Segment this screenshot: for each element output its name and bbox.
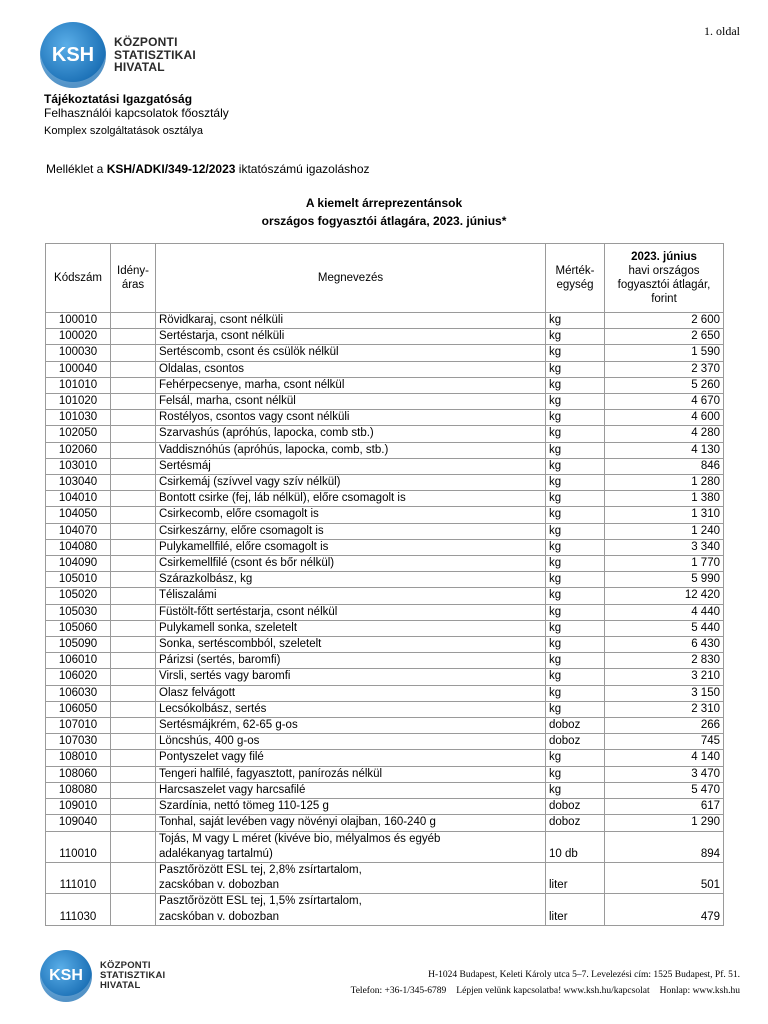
seasonal-cell xyxy=(111,604,156,620)
name-cell: Virsli, sertés vagy baromfi xyxy=(156,669,546,685)
seasonal-cell xyxy=(111,475,156,491)
table-row xyxy=(46,604,724,620)
unit-cell: doboz xyxy=(546,799,605,815)
unit-cell: kg xyxy=(546,669,605,685)
code-cell: 104080 xyxy=(46,539,111,555)
price-cell: 2 650 xyxy=(605,329,724,345)
name-cell: Pulykamell sonka, szeletelt xyxy=(156,620,546,636)
table-row xyxy=(46,782,724,798)
table-row xyxy=(46,799,724,815)
seasonal-cell xyxy=(111,458,156,474)
unit-cell: kg xyxy=(546,345,605,361)
code-cell: 103040 xyxy=(46,475,111,491)
code-cell: 106010 xyxy=(46,653,111,669)
seasonal-cell xyxy=(111,653,156,669)
seasonal-cell xyxy=(111,491,156,507)
code-cell: 107010 xyxy=(46,718,111,734)
unit-cell: kg xyxy=(546,782,605,798)
name-cell: Tonhal, saját levében vagy növényi olajban, 160-240 g xyxy=(156,815,546,831)
code-cell: 100020 xyxy=(46,329,111,345)
name-line: Pasztőrözött ESL tej, 2,8% zsírtartalom, xyxy=(159,863,362,876)
header-price xyxy=(605,244,724,313)
table-row xyxy=(46,377,724,393)
name-cell: Párizsi (sertés, baromfi) xyxy=(156,653,546,669)
name-cell: Sertésmájkrém, 62-65 g-os xyxy=(156,718,546,734)
seasonal-cell xyxy=(111,523,156,539)
unit-cell: kg xyxy=(546,507,605,523)
table-row xyxy=(46,426,724,442)
price-cell: 894 xyxy=(605,831,724,862)
table-row xyxy=(46,361,724,377)
price-cell: 846 xyxy=(605,458,724,474)
name-cell: Fehérpecsenye, marha, csont nélkül xyxy=(156,377,546,393)
header-price-period: 2023. június xyxy=(631,251,697,263)
annex-reference: KSH/ADKI/349-12/2023 xyxy=(106,162,236,176)
code-cell: 105060 xyxy=(46,620,111,636)
price-cell: 4 440 xyxy=(605,604,724,620)
document-title xyxy=(0,194,768,230)
price-cell: 1 310 xyxy=(605,507,724,523)
code-cell: 107030 xyxy=(46,734,111,750)
name-cell: Csirkeszárny, előre csomagolt is xyxy=(156,523,546,539)
name-line: Pasztőrözött ESL tej, 1,5% zsírtartalom, xyxy=(159,895,362,908)
division-name: Felhasználói kapcsolatok főosztály xyxy=(44,106,229,120)
name-cell: Harcsaszelet vagy harcsafilé xyxy=(156,782,546,798)
logo-line-1: KÖZPONTI xyxy=(114,35,178,50)
unit-cell: kg xyxy=(546,442,605,458)
price-cell: 2 600 xyxy=(605,313,724,329)
unit-cell: kg xyxy=(546,475,605,491)
unit-cell: kg xyxy=(546,653,605,669)
footer-contact-line xyxy=(341,986,740,996)
price-cell: 5 440 xyxy=(605,620,724,636)
unit-cell: kg xyxy=(546,410,605,426)
code-cell: 109040 xyxy=(46,815,111,831)
seasonal-cell xyxy=(111,588,156,604)
code-cell: 105010 xyxy=(46,572,111,588)
seasonal-cell xyxy=(111,685,156,701)
ksh-logo xyxy=(40,22,196,88)
table-row xyxy=(46,556,724,572)
price-cell: 3 210 xyxy=(605,669,724,685)
logo-line-3: HIVATAL xyxy=(114,60,165,75)
name-line: zacskóban v. dobozban xyxy=(159,910,279,923)
ksh-logo-circle: KSH xyxy=(40,22,106,88)
header-name: Megnevezés xyxy=(156,244,546,313)
table-row xyxy=(46,862,724,893)
unit-name: Komplex szolgáltatások osztálya xyxy=(44,125,203,137)
price-cell: 4 130 xyxy=(605,442,724,458)
department-name: Tájékoztatási Igazgatóság xyxy=(44,92,193,106)
price-cell: 5 260 xyxy=(605,377,724,393)
code-cell: 106020 xyxy=(46,669,111,685)
table-row xyxy=(46,734,724,750)
seasonal-cell xyxy=(111,669,156,685)
code-cell: 102050 xyxy=(46,426,111,442)
table-row xyxy=(46,685,724,701)
table-row xyxy=(46,539,724,555)
name-cell: Szarvashús (apróhús, lapocka, comb stb.) xyxy=(156,426,546,442)
footer-address: H-1024 Budapest, Keleti Károly utca 5–7. Levelezési cím: 1525 Budapest, Pf. 51. xyxy=(428,970,740,980)
table-row xyxy=(46,523,724,539)
table-row xyxy=(46,620,724,636)
price-cell: 501 xyxy=(605,862,724,893)
unit-cell: kg xyxy=(546,766,605,782)
price-cell: 3 150 xyxy=(605,685,724,701)
table-row xyxy=(46,345,724,361)
price-cell: 3 470 xyxy=(605,766,724,782)
seasonal-cell xyxy=(111,637,156,653)
price-cell: 1 290 xyxy=(605,815,724,831)
name-line: Tojás, M vagy L méret (kivéve bio, mélyalmos és egyéb xyxy=(159,832,441,845)
code-cell: 106050 xyxy=(46,701,111,717)
seasonal-cell xyxy=(111,572,156,588)
price-cell: 745 xyxy=(605,734,724,750)
seasonal-cell xyxy=(111,750,156,766)
ksh-footer-logo-circle: KSH xyxy=(40,950,92,1002)
unit-cell: liter xyxy=(546,862,605,893)
table-row xyxy=(46,588,724,604)
name-cell: Olasz felvágott xyxy=(156,685,546,701)
seasonal-cell xyxy=(111,782,156,798)
code-cell: 101020 xyxy=(46,394,111,410)
seasonal-cell xyxy=(111,426,156,442)
name-cell: Füstölt-főtt sertéstarja, csont nélkül xyxy=(156,604,546,620)
code-cell: 104070 xyxy=(46,523,111,539)
table-row xyxy=(46,491,724,507)
unit-cell: kg xyxy=(546,572,605,588)
unit-cell: kg xyxy=(546,750,605,766)
unit-cell: kg xyxy=(546,637,605,653)
code-cell: 109010 xyxy=(46,799,111,815)
price-cell: 1 280 xyxy=(605,475,724,491)
price-cell: 617 xyxy=(605,799,724,815)
seasonal-cell xyxy=(111,734,156,750)
footer-logo-line-3: HIVATAL xyxy=(100,979,141,991)
name-cell: Csirkemellfilé (csont és bőr nélkül) xyxy=(156,556,546,572)
code-cell: 104090 xyxy=(46,556,111,572)
price-table xyxy=(45,243,724,926)
price-cell: 4 670 xyxy=(605,394,724,410)
ksh-footer-logo-text xyxy=(100,961,165,991)
name-cell: Bontott csirke (fej, láb nélkül), előre csomagolt is xyxy=(156,491,546,507)
unit-cell: doboz xyxy=(546,734,605,750)
price-cell: 1 590 xyxy=(605,345,724,361)
name-line: zacskóban v. dobozban xyxy=(159,879,279,892)
name-cell: Sertéstarja, csont nélküli xyxy=(156,329,546,345)
name-cell xyxy=(156,862,546,893)
table-row xyxy=(46,718,724,734)
name-line: adalékanyag tartalmú) xyxy=(159,847,273,860)
seasonal-cell xyxy=(111,862,156,893)
name-cell: Felsál, marha, csont nélkül xyxy=(156,394,546,410)
code-cell: 105030 xyxy=(46,604,111,620)
code-cell: 101010 xyxy=(46,377,111,393)
name-cell: Sertésmáj xyxy=(156,458,546,474)
footer-homepage-link[interactable]: Honlap: www.ksh.hu xyxy=(659,986,740,996)
code-cell: 104050 xyxy=(46,507,111,523)
code-cell: 105020 xyxy=(46,588,111,604)
table-row xyxy=(46,815,724,831)
unit-cell: kg xyxy=(546,588,605,604)
unit-cell: kg xyxy=(546,426,605,442)
price-cell: 6 430 xyxy=(605,637,724,653)
table-row xyxy=(46,701,724,717)
price-cell: 4 140 xyxy=(605,750,724,766)
footer-logo-line-1: KÖZPONTI xyxy=(100,960,151,972)
unit-cell: kg xyxy=(546,361,605,377)
name-cell: Csirkecomb, előre csomagolt is xyxy=(156,507,546,523)
table-row xyxy=(46,313,724,329)
seasonal-cell xyxy=(111,815,156,831)
seasonal-cell xyxy=(111,799,156,815)
seasonal-cell xyxy=(111,831,156,862)
name-cell: Vaddisznóhús (apróhús, lapocka, comb, stb.) xyxy=(156,442,546,458)
unit-cell: kg xyxy=(546,620,605,636)
unit-cell: kg xyxy=(546,394,605,410)
name-cell: Sertéscomb, csont és csülök nélkül xyxy=(156,345,546,361)
code-cell: 108080 xyxy=(46,782,111,798)
page-number: 1. oldal xyxy=(704,24,740,38)
header-price-desc: havi országos fogyasztói átlagár, forint xyxy=(617,265,711,305)
unit-cell: kg xyxy=(546,539,605,555)
price-cell: 4 280 xyxy=(605,426,724,442)
seasonal-cell xyxy=(111,507,156,523)
header-unit: Mérték-egység xyxy=(546,244,605,313)
header-seasonal: Idény-áras xyxy=(111,244,156,313)
seasonal-cell xyxy=(111,718,156,734)
seasonal-cell xyxy=(111,539,156,555)
price-cell: 266 xyxy=(605,718,724,734)
code-cell: 102060 xyxy=(46,442,111,458)
seasonal-cell xyxy=(111,313,156,329)
annex-prefix: Melléklet a xyxy=(46,162,107,176)
code-cell: 106030 xyxy=(46,685,111,701)
seasonal-cell xyxy=(111,377,156,393)
code-cell: 108010 xyxy=(46,750,111,766)
code-cell: 104010 xyxy=(46,491,111,507)
unit-cell: liter xyxy=(546,894,605,925)
table-header-row xyxy=(46,244,724,313)
code-cell: 100030 xyxy=(46,345,111,361)
annex-suffix: iktatószámú igazoláshoz xyxy=(235,162,370,176)
table-row xyxy=(46,458,724,474)
footer-phone: Telefon: +36-1/345-6789 xyxy=(350,986,447,996)
table-row xyxy=(46,329,724,345)
name-cell: Csirkemáj (szívvel vagy szív nélkül) xyxy=(156,475,546,491)
ksh-logo-text xyxy=(114,36,196,74)
price-cell: 12 420 xyxy=(605,588,724,604)
seasonal-cell xyxy=(111,556,156,572)
price-cell: 2 830 xyxy=(605,653,724,669)
table-row xyxy=(46,653,724,669)
annex-line xyxy=(46,162,370,176)
seasonal-cell xyxy=(111,410,156,426)
price-cell: 3 340 xyxy=(605,539,724,555)
code-cell: 108060 xyxy=(46,766,111,782)
name-cell: Szárazkolbász, kg xyxy=(156,572,546,588)
name-cell: Pulykamellfilé, előre csomagolt is xyxy=(156,539,546,555)
name-cell: Rövidkaraj, csont nélküli xyxy=(156,313,546,329)
seasonal-cell xyxy=(111,620,156,636)
table-row xyxy=(46,410,724,426)
unit-cell: kg xyxy=(546,329,605,345)
table-row xyxy=(46,669,724,685)
unit-cell: 10 db xyxy=(546,831,605,862)
code-cell: 101030 xyxy=(46,410,111,426)
table-row xyxy=(46,831,724,862)
code-cell: 100010 xyxy=(46,313,111,329)
seasonal-cell xyxy=(111,766,156,782)
name-cell: Löncshús, 400 g-os xyxy=(156,734,546,750)
table-row xyxy=(46,766,724,782)
table-row xyxy=(46,572,724,588)
price-cell: 1 240 xyxy=(605,523,724,539)
unit-cell: kg xyxy=(546,701,605,717)
name-cell: Rostélyos, csontos vagy csont nélküli xyxy=(156,410,546,426)
name-cell: Téliszalámi xyxy=(156,588,546,604)
table-row xyxy=(46,507,724,523)
table-body xyxy=(46,313,724,926)
department-block xyxy=(44,92,229,137)
price-cell: 1 770 xyxy=(605,556,724,572)
table-row xyxy=(46,750,724,766)
name-cell: Oldalas, csontos xyxy=(156,361,546,377)
seasonal-cell xyxy=(111,345,156,361)
unit-cell: kg xyxy=(546,685,605,701)
table-row xyxy=(46,894,724,925)
table-row xyxy=(46,394,724,410)
table-row xyxy=(46,637,724,653)
code-cell: 110010 xyxy=(46,831,111,862)
name-cell: Tengeri halfilé, fagyasztott, panírozás nélkül xyxy=(156,766,546,782)
unit-cell: doboz xyxy=(546,815,605,831)
code-cell: 100040 xyxy=(46,361,111,377)
unit-cell: kg xyxy=(546,458,605,474)
name-cell: Szardínia, nettó tömeg 110-125 g xyxy=(156,799,546,815)
name-cell: Lecsókolbász, sertés xyxy=(156,701,546,717)
seasonal-cell xyxy=(111,394,156,410)
unit-cell: kg xyxy=(546,556,605,572)
price-cell: 5 990 xyxy=(605,572,724,588)
code-cell: 105090 xyxy=(46,637,111,653)
unit-cell: kg xyxy=(546,313,605,329)
unit-cell: kg xyxy=(546,604,605,620)
seasonal-cell xyxy=(111,361,156,377)
title-line-2: országos fogyasztói átlagára, 2023. június* xyxy=(261,214,507,228)
price-cell: 2 370 xyxy=(605,361,724,377)
ksh-footer-logo xyxy=(40,950,165,1002)
unit-cell: kg xyxy=(546,377,605,393)
unit-cell: kg xyxy=(546,491,605,507)
header-code: Kódszám xyxy=(46,244,111,313)
logo-line-2: STATISZTIKAI xyxy=(114,47,196,62)
price-cell: 2 310 xyxy=(605,701,724,717)
table-row xyxy=(46,442,724,458)
footer-logo-line-2: STATISZTIKAI xyxy=(100,970,166,982)
name-cell: Sonka, sertéscombból, szeletelt xyxy=(156,637,546,653)
seasonal-cell xyxy=(111,894,156,925)
unit-cell: kg xyxy=(546,523,605,539)
price-cell: 4 600 xyxy=(605,410,724,426)
code-cell: 111030 xyxy=(46,894,111,925)
price-cell: 5 470 xyxy=(605,782,724,798)
seasonal-cell xyxy=(111,329,156,345)
code-cell: 103010 xyxy=(46,458,111,474)
code-cell: 111010 xyxy=(46,862,111,893)
name-cell xyxy=(156,831,546,862)
table-row xyxy=(46,475,724,491)
footer-contact-link[interactable]: Lépjen velünk kapcsolatba! www.ksh.hu/kapcsolat xyxy=(456,986,650,996)
price-cell: 479 xyxy=(605,894,724,925)
name-cell xyxy=(156,894,546,925)
price-cell: 1 380 xyxy=(605,491,724,507)
seasonal-cell xyxy=(111,701,156,717)
title-line-1: A kiemelt árreprezentánsok xyxy=(305,196,463,210)
seasonal-cell xyxy=(111,442,156,458)
unit-cell: doboz xyxy=(546,718,605,734)
name-cell: Pontyszelet vagy filé xyxy=(156,750,546,766)
